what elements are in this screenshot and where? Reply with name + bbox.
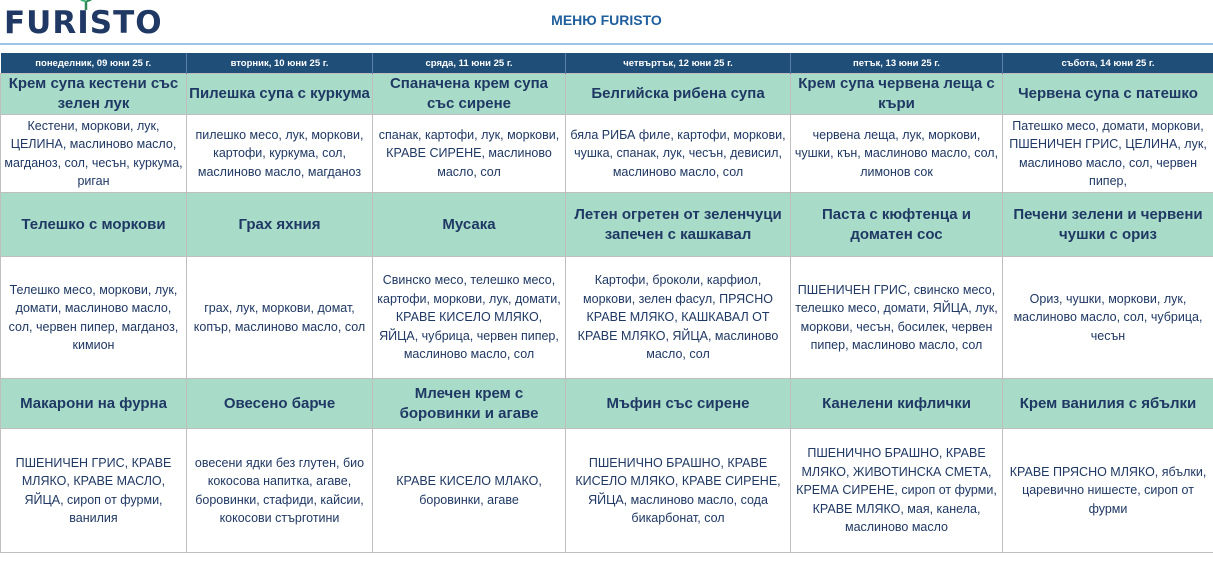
ingredients-cell: грах, лук, моркови, домат, копър, маслиново масло, сол <box>187 257 373 379</box>
dish-name: Макарони на фурна <box>1 379 187 429</box>
dish-name: Овесено барче <box>187 379 373 429</box>
main-ingredients-row <box>1 257 1213 379</box>
ingredients-cell: ПШЕНИЧНО БРАШНО, КРАВЕ КИСЕЛО МЛЯКО, КРАВЕ СИРЕНЕ, ЯЙЦА, маслиново масло, сода бикарбонат, сол <box>566 429 791 553</box>
dish-name: Спаначена крем супа със сирене <box>373 74 566 115</box>
ingredients-cell: КРАВЕ КИСЕЛО МЛАКО, боровинки, агаве <box>373 429 566 553</box>
dish-name: Мусака <box>373 193 566 257</box>
ingredients-cell: Картофи, броколи, карфиол, моркови, зелен фасул, ПРЯСНО КРАВЕ МЛЯКО, КАШКАВАЛ ОТ КРАВЕ МЛЯКО, ЯЙЦА, маслиново масло, сол <box>566 257 791 379</box>
day-header: петък, 13 юни 25 г. <box>791 53 1003 74</box>
soup-ingredients-row <box>1 115 1213 193</box>
ingredients-cell: КРАВЕ ПРЯСНО МЛЯКО, ябълки, царевично нишесте, сироп от фурми <box>1003 429 1213 553</box>
dish-name: Телешко с моркови <box>1 193 187 257</box>
logo-text: FURI STO <box>4 4 163 42</box>
ingredients-cell: ПШЕНИЧЕН ГРИС, КРАВЕ МЛЯКО, КРАВЕ МАСЛО, ЯЙЦА, сироп от фурми, ванилия <box>1 429 187 553</box>
sprout-icon <box>75 0 97 10</box>
day-header: сряда, 11 юни 25 г. <box>373 53 566 74</box>
day-header: понеделник, 09 юни 25 г. <box>1 53 187 74</box>
day-header-row <box>1 53 1213 74</box>
ingredients-cell: ПШЕНИЧНО БРАШНО, КРАВЕ МЛЯКО, ЖИВОТИНСКА СМЕТА, КРЕМА СИРЕНЕ, сироп от фурми, КРАВЕ МЛЯКО, мая, канела, маслиново масло <box>791 429 1003 553</box>
ingredients-cell: Ориз, чушки, моркови, лук, маслиново масло, сол, чубрица, чесън <box>1003 257 1213 379</box>
day-header: събота, 14 юни 25 г. <box>1003 53 1213 74</box>
header-divider <box>0 43 1213 45</box>
dish-name: Крем ванилия с ябълки <box>1003 379 1213 429</box>
ingredients-cell: ПШЕНИЧЕН ГРИС, свинско месо, телешко месо, домати, ЯЙЦА, лук, моркови, чесън, босилек, червен пипер, маслиново масло, сол <box>791 257 1003 379</box>
ingredients-cell: пилешко месо, лук, моркови, картофи, куркума, сол, маслиново масло, магданоз <box>187 115 373 193</box>
ingredients-cell: червена леща, лук, моркови, чушки, кън, маслиново масло, сол, лимонов сок <box>791 115 1003 193</box>
dish-name: Крем супа кестени със зелен лук <box>1 74 187 115</box>
dish-name: Паста с кюфтенца и доматен сос <box>791 193 1003 257</box>
ingredients-cell: Свинско месо, телешко месо, картофи, моркови, лук, домати, КРАВЕ КИСЕЛО МЛЯКО, ЯЙЦА, чубрица, червен пипер, маслиново масло, сол <box>373 257 566 379</box>
weekly-menu-table <box>0 53 1213 553</box>
ingredients-cell: Кестени, моркови, лук, ЦЕЛИНА, маслиново масло, магданоз, сол, чесън, куркума, риган <box>1 115 187 193</box>
ingredients-cell: Патешко месо, домати, моркови, ПШЕНИЧЕН ГРИС, ЦЕЛИНА, лук, маслиново масло, сол, червен пипер, <box>1003 115 1213 193</box>
dish-name: Крем супа червена леща с къри <box>791 74 1003 115</box>
main-dish-row <box>1 193 1213 257</box>
soup-dish-row <box>1 74 1213 115</box>
dish-name: Пилешка супа с куркума <box>187 74 373 115</box>
dessert-ingredients-row <box>1 429 1213 553</box>
dish-name: Грах яхния <box>187 193 373 257</box>
ingredients-cell: спанак, картофи, лук, моркови, КРАВЕ СИРЕНЕ, маслиново масло, сол <box>373 115 566 193</box>
dish-name: Червена супа с патешко <box>1003 74 1213 115</box>
day-header: вторник, 10 юни 25 г. <box>187 53 373 74</box>
ingredients-cell: овесени ядки без глутен, био кокосова напитка, агаве, боровинки, стафиди, кайсии, кокосови стърготини <box>187 429 373 553</box>
dish-name: Млечен крем с боровинки и агаве <box>373 379 566 429</box>
dish-name: Летен огретен от зеленчуци запечен с кашкавал <box>566 193 791 257</box>
dish-name: Мъфин със сирене <box>566 379 791 429</box>
page-title: МЕНЮ FURISTO <box>551 12 662 28</box>
day-header: четвъртък, 12 юни 25 г. <box>566 53 791 74</box>
dessert-dish-row <box>1 379 1213 429</box>
dish-name: Белгийска рибена супа <box>566 74 791 115</box>
dish-name: Печени зелени и червени чушки с ориз <box>1003 193 1213 257</box>
ingredients-cell: бяла РИБА филе, картофи, моркови, чушка, спанак, лук, чесън, девисил, маслиново масло, сол <box>566 115 791 193</box>
dish-name: Канелени кифлички <box>791 379 1003 429</box>
ingredients-cell: Телешко месо, моркови, лук, домати, маслиново масло, сол, червен пипер, магданоз, кимион <box>1 257 187 379</box>
